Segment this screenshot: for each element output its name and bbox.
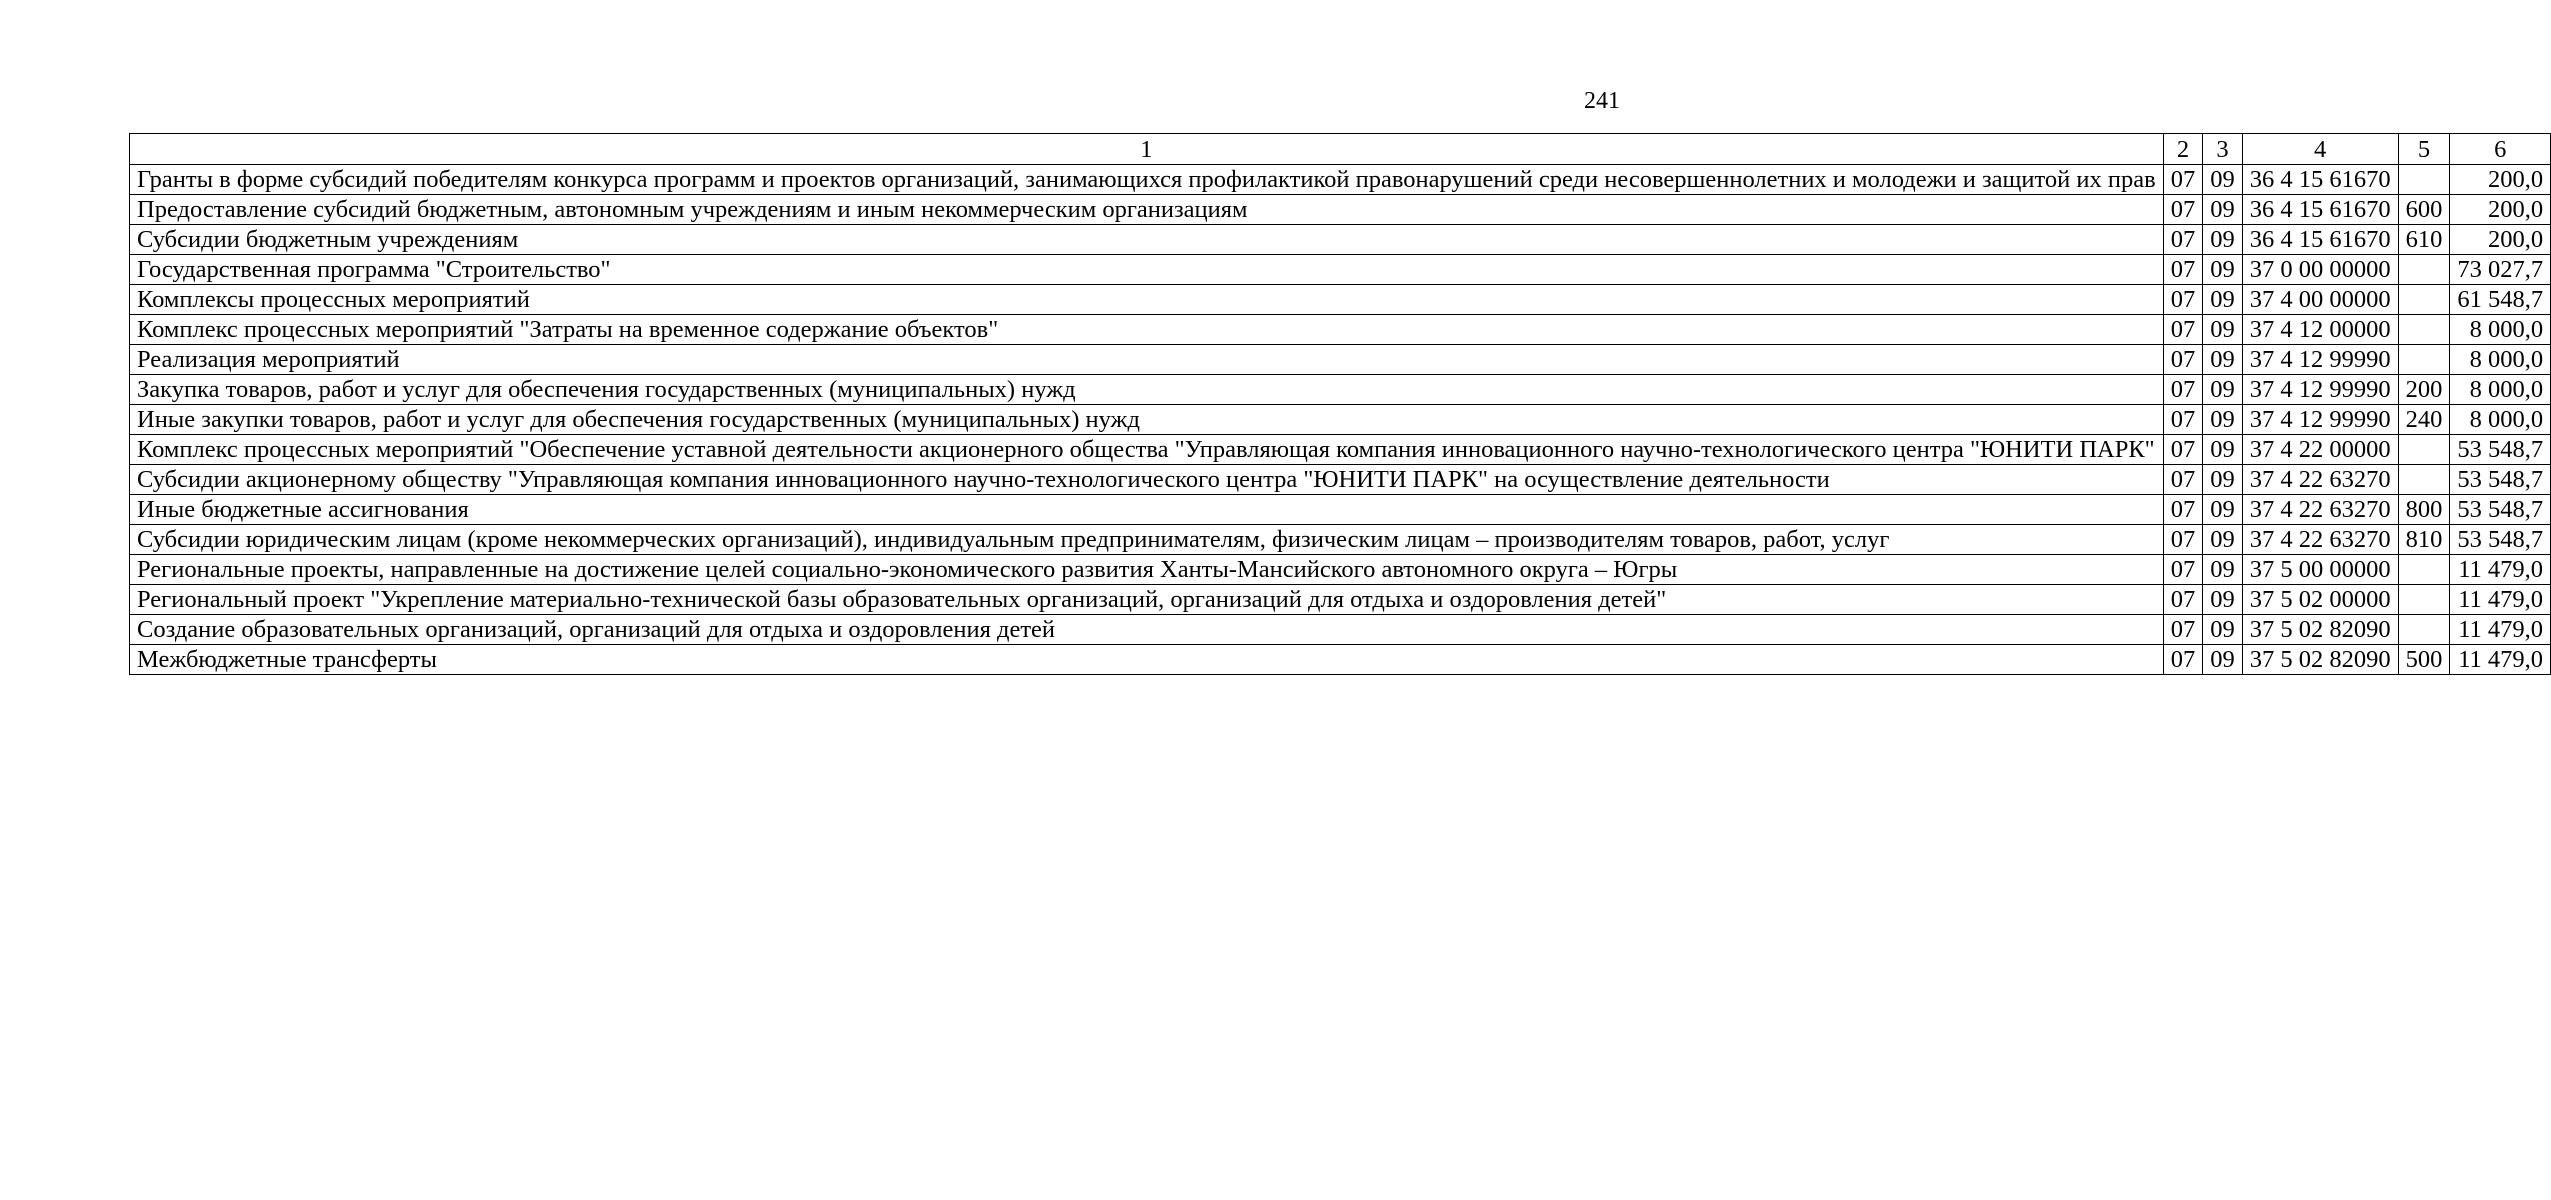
- section-code: 07: [2163, 465, 2203, 495]
- table-row: [130, 525, 2551, 555]
- target-article-code: 37 4 22 63270: [2242, 495, 2398, 525]
- expense-type-code: 810: [2398, 525, 2450, 555]
- item-name: Комплексы процессных мероприятий: [130, 285, 2164, 315]
- item-name: Предоставление субсидий бюджетным, автономным учреждениям и иным некоммерческим организациям: [130, 195, 2164, 225]
- table-row: [130, 405, 2551, 435]
- table-row: [130, 195, 2551, 225]
- expense-type-code: [2398, 555, 2450, 585]
- amount: 8 000,0: [2450, 375, 2551, 405]
- expense-type-code: [2398, 345, 2450, 375]
- section-code: 07: [2163, 435, 2203, 465]
- amount: 11 479,0: [2450, 585, 2551, 615]
- subsection-code: 09: [2203, 285, 2243, 315]
- header-col-1: 1: [130, 134, 2164, 165]
- expense-type-code: [2398, 585, 2450, 615]
- header-col-2: 2: [2163, 134, 2203, 165]
- section-code: 07: [2163, 375, 2203, 405]
- amount: 11 479,0: [2450, 615, 2551, 645]
- subsection-code: 09: [2203, 465, 2243, 495]
- table-row: [130, 225, 2551, 255]
- subsection-code: 09: [2203, 585, 2243, 615]
- subsection-code: 09: [2203, 495, 2243, 525]
- expense-type-code: [2398, 165, 2450, 195]
- target-article-code: 37 4 12 99990: [2242, 345, 2398, 375]
- subsection-code: 09: [2203, 165, 2243, 195]
- section-code: 07: [2163, 165, 2203, 195]
- item-name: Комплекс процессных мероприятий "Затраты на временное содержание объектов": [130, 315, 2164, 345]
- target-article-code: 37 4 00 00000: [2242, 285, 2398, 315]
- header-col-3: 3: [2203, 134, 2243, 165]
- amount: 11 479,0: [2450, 555, 2551, 585]
- target-article-code: 36 4 15 61670: [2242, 165, 2398, 195]
- item-name: Комплекс процессных мероприятий "Обеспечение уставной деятельности акционерного общества "Управляющая компания инновационного научно-технологического центра "ЮНИТИ ПАРК": [130, 435, 2164, 465]
- table-header: [130, 134, 2551, 165]
- section-code: 07: [2163, 315, 2203, 345]
- item-name: Субсидии акционерному обществу "Управляющая компания инновационного научно-технологического центра "ЮНИТИ ПАРК" на осуществление деятельности: [130, 465, 2164, 495]
- target-article-code: 36 4 15 61670: [2242, 225, 2398, 255]
- expense-type-code: 800: [2398, 495, 2450, 525]
- budget-table: [129, 133, 2551, 675]
- expense-type-code: [2398, 615, 2450, 645]
- section-code: 07: [2163, 195, 2203, 225]
- table-body: [130, 165, 2551, 675]
- section-code: 07: [2163, 525, 2203, 555]
- expense-type-code: 500: [2398, 645, 2450, 675]
- amount: 11 479,0: [2450, 645, 2551, 675]
- target-article-code: 37 5 02 00000: [2242, 585, 2398, 615]
- table-row: [130, 285, 2551, 315]
- section-code: 07: [2163, 285, 2203, 315]
- target-article-code: 37 4 12 99990: [2242, 405, 2398, 435]
- expense-type-code: [2398, 435, 2450, 465]
- target-article-code: 36 4 15 61670: [2242, 195, 2398, 225]
- item-name: Иные закупки товаров, работ и услуг для обеспечения государственных (муниципальных) нужд: [130, 405, 2164, 435]
- target-article-code: 37 5 02 82090: [2242, 615, 2398, 645]
- subsection-code: 09: [2203, 435, 2243, 465]
- section-code: 07: [2163, 495, 2203, 525]
- amount: 200,0: [2450, 195, 2551, 225]
- subsection-code: 09: [2203, 255, 2243, 285]
- header-col-6: 6: [2450, 134, 2551, 165]
- page-number: 241: [1584, 88, 1620, 114]
- amount: 53 548,7: [2450, 525, 2551, 555]
- subsection-code: 09: [2203, 375, 2243, 405]
- subsection-code: 09: [2203, 345, 2243, 375]
- item-name: Создание образовательных организаций, организаций для отдыха и оздоровления детей: [130, 615, 2164, 645]
- target-article-code: 37 5 02 82090: [2242, 645, 2398, 675]
- subsection-code: 09: [2203, 315, 2243, 345]
- expense-type-code: 600: [2398, 195, 2450, 225]
- section-code: 07: [2163, 645, 2203, 675]
- item-name: Субсидии бюджетным учреждениям: [130, 225, 2164, 255]
- expense-type-code: 200: [2398, 375, 2450, 405]
- amount: 53 548,7: [2450, 435, 2551, 465]
- table-row: [130, 465, 2551, 495]
- subsection-code: 09: [2203, 645, 2243, 675]
- subsection-code: 09: [2203, 405, 2243, 435]
- expense-type-code: 610: [2398, 225, 2450, 255]
- amount: 73 027,7: [2450, 255, 2551, 285]
- item-name: Закупка товаров, работ и услуг для обеспечения государственных (муниципальных) нужд: [130, 375, 2164, 405]
- item-name: Региональный проект "Укрепление материально-технической базы образовательных организаций, организаций для отдыха и оздоровления детей": [130, 585, 2164, 615]
- subsection-code: 09: [2203, 555, 2243, 585]
- target-article-code: 37 0 00 00000: [2242, 255, 2398, 285]
- table-row: [130, 165, 2551, 195]
- table-row: [130, 645, 2551, 675]
- header-col-4: 4: [2242, 134, 2398, 165]
- table-row: [130, 435, 2551, 465]
- target-article-code: 37 4 22 63270: [2242, 465, 2398, 495]
- amount: 61 548,7: [2450, 285, 2551, 315]
- section-code: 07: [2163, 225, 2203, 255]
- target-article-code: 37 4 12 99990: [2242, 375, 2398, 405]
- header-col-5: 5: [2398, 134, 2450, 165]
- item-name: Межбюджетные трансферты: [130, 645, 2164, 675]
- table-row: [130, 375, 2551, 405]
- item-name: Государственная программа "Строительство": [130, 255, 2164, 285]
- table-row: [130, 585, 2551, 615]
- item-name: Региональные проекты, направленные на достижение целей социально-экономического развития Ханты-Мансийского автономного округа – Югры: [130, 555, 2164, 585]
- expense-type-code: [2398, 285, 2450, 315]
- subsection-code: 09: [2203, 525, 2243, 555]
- expense-type-code: 240: [2398, 405, 2450, 435]
- header-row: [130, 134, 2551, 165]
- subsection-code: 09: [2203, 225, 2243, 255]
- section-code: 07: [2163, 405, 2203, 435]
- amount: 53 548,7: [2450, 495, 2551, 525]
- section-code: 07: [2163, 555, 2203, 585]
- expense-type-code: [2398, 255, 2450, 285]
- section-code: 07: [2163, 255, 2203, 285]
- target-article-code: 37 4 12 00000: [2242, 315, 2398, 345]
- amount: 200,0: [2450, 225, 2551, 255]
- subsection-code: 09: [2203, 615, 2243, 645]
- item-name: Реализация мероприятий: [130, 345, 2164, 375]
- subsection-code: 09: [2203, 195, 2243, 225]
- table-row: [130, 345, 2551, 375]
- amount: 8 000,0: [2450, 345, 2551, 375]
- item-name: Иные бюджетные ассигнования: [130, 495, 2164, 525]
- table-row: [130, 495, 2551, 525]
- table-row: [130, 555, 2551, 585]
- item-name: Субсидии юридическим лицам (кроме некоммерческих организаций), индивидуальным предпринимателям, физическим лицам – производителям товаров, работ, услуг: [130, 525, 2164, 555]
- table-row: [130, 615, 2551, 645]
- target-article-code: 37 4 22 00000: [2242, 435, 2398, 465]
- item-name: Гранты в форме субсидий победителям конкурса программ и проектов организаций, занимающихся профилактикой правонарушений среди несовершеннолетних и молодежи и защитой их прав: [130, 165, 2164, 195]
- amount: 8 000,0: [2450, 315, 2551, 345]
- section-code: 07: [2163, 615, 2203, 645]
- section-code: 07: [2163, 585, 2203, 615]
- amount: 53 548,7: [2450, 465, 2551, 495]
- expense-type-code: [2398, 465, 2450, 495]
- expense-type-code: [2398, 315, 2450, 345]
- table-row: [130, 315, 2551, 345]
- target-article-code: 37 4 22 63270: [2242, 525, 2398, 555]
- target-article-code: 37 5 00 00000: [2242, 555, 2398, 585]
- section-code: 07: [2163, 345, 2203, 375]
- amount: 200,0: [2450, 165, 2551, 195]
- amount: 8 000,0: [2450, 405, 2551, 435]
- table-row: [130, 255, 2551, 285]
